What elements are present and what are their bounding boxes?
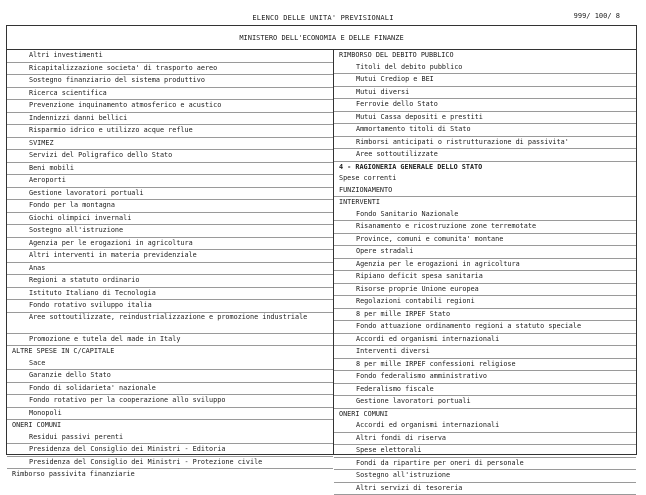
list-item: Altri investimenti xyxy=(7,50,333,63)
list-item: Aree sottoutilizzate xyxy=(334,149,636,162)
list-item: Rimborsi anticipati o ristrutturazione di passivita' xyxy=(334,137,636,150)
list-item: Anas xyxy=(7,263,333,276)
ministry-heading: MINISTERO DELL'ECONOMIA E DELLE FINANZE xyxy=(7,34,636,42)
section-heading: ONERI COMUNI xyxy=(334,409,636,421)
list-item: Garanzie dello Stato xyxy=(7,370,333,383)
left-column xyxy=(7,50,333,481)
list-item: 8 per mille IRPEF confessioni religiose xyxy=(334,359,636,372)
section-heading: Rimborso passivita finanziarie xyxy=(7,469,333,481)
list-item: Ripiano deficit spesa sanitaria xyxy=(334,271,636,284)
list-item: Risorse proprie Unione europea xyxy=(334,284,636,297)
document-title: ELENCO DELLE UNITA' PREVISIONALI xyxy=(0,14,646,22)
list-item: Ammortamento titoli di Stato xyxy=(334,124,636,137)
page-number: 999/ 100/ 8 xyxy=(574,12,620,20)
list-item: Gestione lavoratori portuali xyxy=(7,188,333,201)
list-item: Risanamento e ricostruzione zone terremotate xyxy=(334,221,636,234)
section-heading: Spese correnti xyxy=(334,173,636,185)
list-item: Fondi da ripartire per oneri di personale xyxy=(334,458,636,471)
list-item: Fondo rotativo per la cooperazione allo sviluppo xyxy=(7,395,333,408)
list-item: Fondo rotativo sviluppo italia xyxy=(7,300,333,313)
list-item: Sostegno all'istruzione xyxy=(334,470,636,483)
list-item: Promozione e tutela del made in Italy xyxy=(7,334,333,347)
list-item: Giochi olimpici invernali xyxy=(7,213,333,226)
list-item: Servizi del Poligrafico dello Stato xyxy=(7,150,333,163)
list-item: Opere stradali xyxy=(334,246,636,259)
right-column xyxy=(334,50,636,495)
list-item: Accordi ed organismi internazionali xyxy=(334,334,636,347)
list-item: Mutui Cassa depositi e prestiti xyxy=(334,112,636,125)
list-item: Fondo federalismo amministrativo xyxy=(334,371,636,384)
list-item: Aree sottoutilizzate, reindustrializzazione e promozione industriale xyxy=(7,313,333,334)
list-item: Aeroporti xyxy=(7,175,333,188)
list-item: Indennizzi danni bellici xyxy=(7,113,333,126)
list-item: Interventi diversi xyxy=(334,346,636,359)
list-item: Agenzia per le erogazioni in agricoltura xyxy=(334,259,636,272)
list-item: Prevenzione inquinamento atmosferico e acustico xyxy=(7,100,333,113)
list-item: Ricapitalizzazione societa' di trasporto aereo xyxy=(7,63,333,76)
list-item: Province, comuni e comunita' montane xyxy=(334,234,636,247)
list-item: Gestione lavoratori portuali xyxy=(334,396,636,409)
section-heading: INTERVENTI xyxy=(334,197,636,209)
list-item: Sostegno finanziario del sistema produttivo xyxy=(7,75,333,88)
section-heading: ONERI COMUNI xyxy=(7,420,333,432)
list-item: 8 per mille IRPEF Stato xyxy=(334,309,636,322)
list-item: Fondo Sanitario Nazionale xyxy=(334,209,636,222)
list-item: Monopoli xyxy=(7,408,333,421)
list-item: Presidenza del Consiglio dei Ministri - Protezione civile xyxy=(7,457,333,470)
list-item: Regioni a statuto ordinario xyxy=(7,275,333,288)
list-item: Altri servizi di tesoreria xyxy=(334,483,636,495)
list-item: Fondo per la montagna xyxy=(7,200,333,213)
list-item: Accordi ed organismi internazionali xyxy=(334,420,636,433)
section-heading: 4 - RAGIONERIA GENERALE DELLO STATO xyxy=(334,162,636,174)
list-item: Beni mobili xyxy=(7,163,333,176)
list-item: Risparmio idrico e utilizzo acque reflue xyxy=(7,125,333,138)
section-heading: ALTRE SPESE IN C/CAPITALE xyxy=(7,346,333,358)
list-item: Titoli del debito pubblico xyxy=(334,62,636,75)
list-item: Istituto Italiano di Tecnologia xyxy=(7,288,333,301)
list-item: Ferrovie dello Stato xyxy=(334,99,636,112)
list-item: Presidenza del Consiglio dei Ministri - Editoria xyxy=(7,444,333,457)
list-item: Fondo attuazione ordinamento regioni a statuto speciale xyxy=(334,321,636,334)
list-item: Sostegno all'istruzione xyxy=(7,225,333,238)
list-item: Spese elettorali xyxy=(334,445,636,458)
list-item: Regolazioni contabili regioni xyxy=(334,296,636,309)
table-frame xyxy=(6,25,637,455)
list-item: Altri fondi di riserva xyxy=(334,433,636,446)
list-item: Federalismo fiscale xyxy=(334,384,636,397)
list-item: Mutui Crediop e BEI xyxy=(334,74,636,87)
list-item: Residui passivi perenti xyxy=(7,432,333,445)
list-item: SVIMEZ xyxy=(7,138,333,151)
list-item: Sace xyxy=(7,358,333,371)
list-item: Altri interventi in materia previdenziale xyxy=(7,250,333,263)
list-item: Fondo di solidarieta' nazionale xyxy=(7,383,333,396)
section-heading: FUNZIONAMENTO xyxy=(334,185,636,198)
list-item: Ricerca scientifica xyxy=(7,88,333,101)
list-item: Mutui diversi xyxy=(334,87,636,100)
list-item: Agenzia per le erogazioni in agricoltura xyxy=(7,238,333,251)
section-heading: RIMBORSO DEL DEBITO PUBBLICO xyxy=(334,50,636,62)
